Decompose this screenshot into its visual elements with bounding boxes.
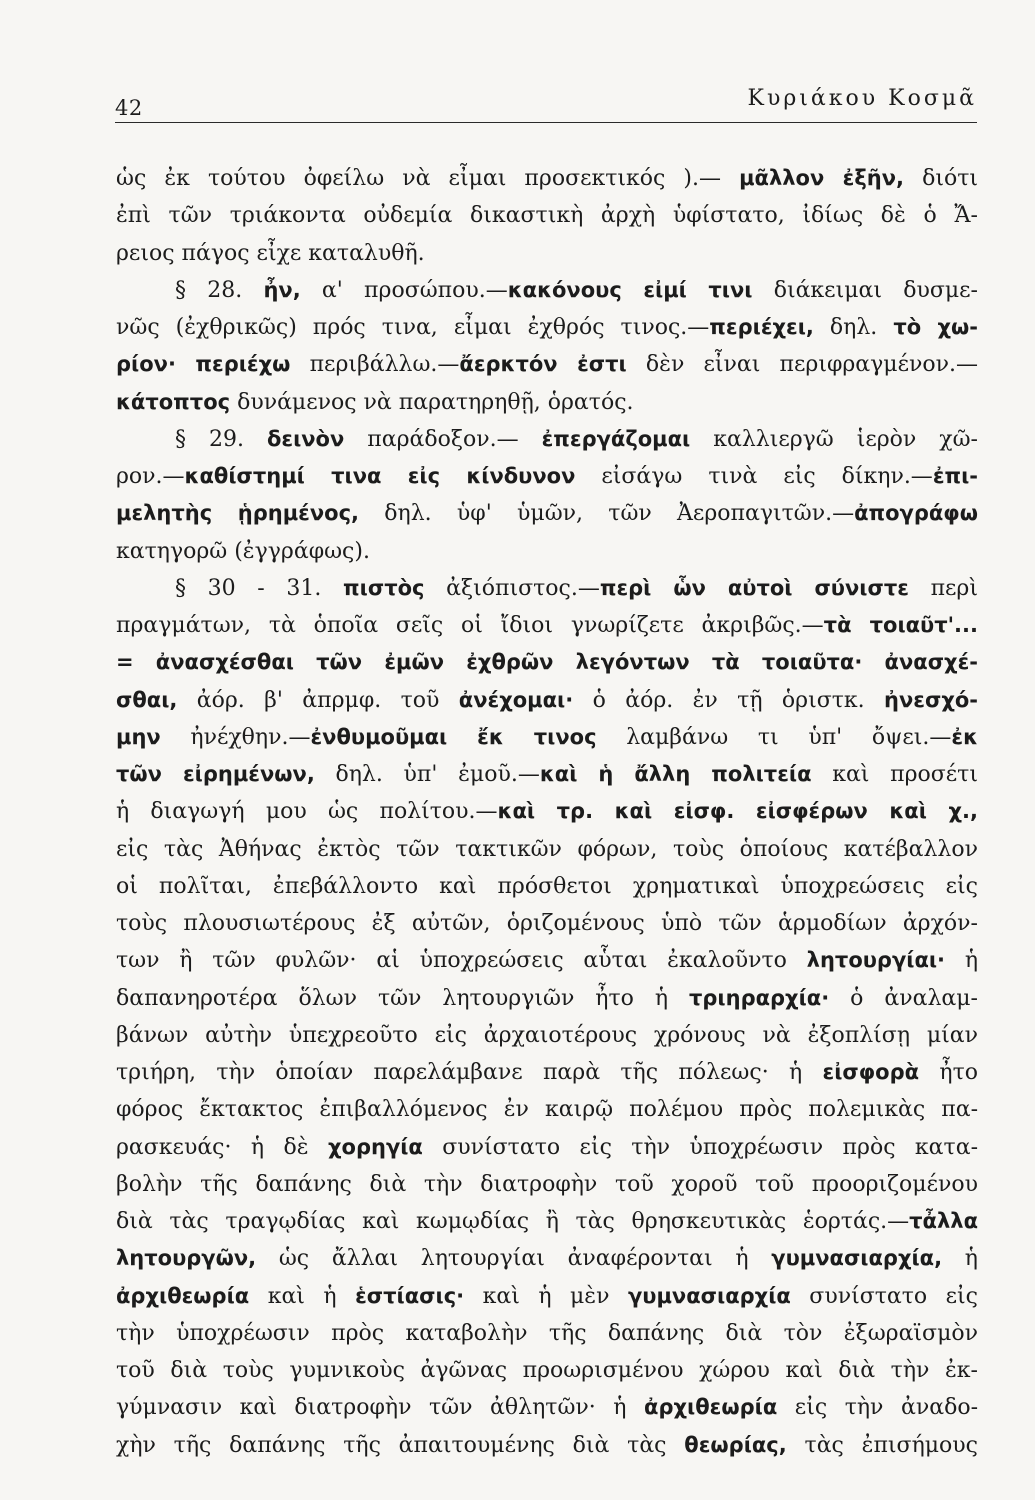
- bold-term: ἠνεσχό-: [884, 687, 978, 712]
- text-line: [116, 905, 978, 942]
- text-run: βολὴν τῆς δαπάνης διὰ τὴν διατροφὴν τοῦ χοροῦ τοῦ προοριζομένου: [116, 1171, 978, 1197]
- text-run: διὰ τὰς τραγῳδίας καὶ κωμῳδίας ἢ τὰς θρησκευτικὰς ἑορτάς.—: [116, 1209, 910, 1234]
- text-run: δυνάμενος νὰ παρατηρηθῇ, ὁρατός.: [230, 389, 634, 415]
- text-line: [116, 1352, 978, 1389]
- text-run: δὲν εἶναι περιφραγμένον.—: [626, 352, 978, 378]
- bold-term: = ἀνασχέσθαι τῶν ἐμῶν ἐχθρῶν λεγόντων τὰ τοιαῦτα· ἀνασχέ-: [116, 650, 978, 675]
- text-run: κατηγορῶ (ἐγγράφως).: [116, 538, 370, 564]
- text-run: ὁ ἀναλαμ-: [829, 985, 978, 1011]
- text-run: διότι: [904, 166, 978, 191]
- text-run: των ἢ τῶν φυλῶν· αἱ ὑποχρεώσεις αὗται ἐκαλοῦντο: [116, 948, 807, 974]
- text-run: δηλ. ὑφ' ὑμῶν, τῶν Ἀεροπαγιτῶν.—: [359, 501, 855, 527]
- bold-term: γυμνασιαρχία,: [771, 1246, 943, 1271]
- bold-term: τὰ τοιαῦτ'...: [823, 613, 978, 637]
- bold-term: χορηγία: [327, 1134, 423, 1159]
- text-run: νῶς (ἐχθρικῶς) πρός τινα, εἶμαι ἐχθρός τινος.—: [116, 315, 710, 340]
- bold-term: δεινὸν: [266, 426, 345, 451]
- text-run: ρασκευάς· ἡ δὲ: [116, 1134, 328, 1160]
- text-line: [116, 1315, 978, 1352]
- bold-term: μᾶλλον ἐξῆν,: [739, 166, 904, 190]
- text-line: [116, 793, 978, 830]
- text-run: τοῦ διὰ τοὺς γυμνικοὺς ἀγῶνας προωρισμένου χώρου καὶ διὰ τὴν ἐκ-: [116, 1358, 978, 1383]
- text-run: βάνων αὐτὴν ὑπεχρεοῦτο εἰς ἀρχαιοτέρους χρόνους νὰ ἐξοπλίσῃ μίαν: [116, 1022, 978, 1048]
- text-line: [116, 1203, 978, 1240]
- bold-term: κακόνους εἰμί τινι: [507, 277, 753, 302]
- text-run: καὶ ἡ μὲν: [464, 1283, 628, 1309]
- bold-term: ἐπι-: [932, 464, 978, 488]
- bold-term: περιέχει,: [709, 315, 814, 339]
- text-run: ἡ διαγωγή μου ὡς πολίτου.—: [116, 799, 498, 825]
- text-run: τριήρη, τὴν ὁποίαν παρελάμβανε παρὰ τῆς πόλεως· ἡ: [116, 1060, 823, 1085]
- text-line: [116, 384, 978, 421]
- text-line: [116, 495, 978, 532]
- text-run: ἡ: [942, 1246, 978, 1272]
- text-run: εἰς τὰς Ἀθήνας ἐκτὸς τῶν τακτικῶν φόρων, τοὺς ὁποίους κατέβαλλον: [116, 836, 978, 862]
- page-number: 42: [115, 96, 143, 120]
- bold-term: εἰσφορὰ: [822, 1060, 920, 1084]
- text-run: λαμβάνω τι ὑπ' ὄψει.—: [596, 724, 952, 750]
- text-run: ἀόρ. β' ἀπρμφ. τοῦ: [177, 687, 459, 713]
- text-run: ρον.—: [116, 464, 185, 489]
- text-run: τὰς ἐπισήμους: [786, 1432, 978, 1458]
- text-line: [116, 1427, 978, 1464]
- bold-term: ἐνθυμοῦμαι ἔκ τινος: [310, 724, 597, 749]
- bold-term: τἆλλα: [909, 1209, 978, 1233]
- text-line: [116, 458, 978, 495]
- text-run: ἠνέχθην.—: [160, 724, 311, 750]
- text-line: [116, 1240, 978, 1277]
- bold-term: γυμνασιαρχία: [627, 1283, 791, 1308]
- text-run: ἦτο: [919, 1060, 978, 1085]
- bold-term: ἐπεργάζομαι: [541, 426, 691, 451]
- bold-term: τὸ χω-: [893, 315, 978, 339]
- text-line: [116, 719, 978, 756]
- text-line: [116, 1054, 978, 1091]
- text-run: καὶ ἡ: [249, 1283, 356, 1309]
- text-line: [116, 1166, 978, 1203]
- bold-term: ρίον· περιέχω: [116, 352, 291, 377]
- text-run: περὶ: [908, 575, 978, 601]
- text-run: ἀξιόπιστος.—: [424, 575, 600, 601]
- text-line: [116, 1278, 978, 1315]
- text-line: [116, 235, 978, 272]
- text-run: ρειος πάγος εἶχε καταλυθῆ.: [116, 240, 425, 266]
- text-run: καὶ προσέτι: [811, 762, 978, 787]
- text-line: [116, 309, 978, 346]
- bold-term: μελητὴς ᾑρημένος,: [116, 501, 360, 526]
- bold-term: ἀρχιθεωρία: [116, 1283, 250, 1308]
- text-run: α' προσώπου.—: [300, 277, 508, 303]
- text-run: περιβάλλω.—: [290, 352, 460, 378]
- text-run: οἱ πολῖται, ἐπεβάλλοντο καὶ πρόσθετοι χρηματικαὶ ὑποχρεώσεις εἰς: [116, 873, 978, 899]
- text-run: § 30 - 31.: [175, 575, 344, 601]
- text-line: [116, 1389, 978, 1426]
- text-line: [116, 570, 978, 607]
- bold-term: πιστὸς: [343, 575, 425, 600]
- bold-term: ἀνέχομαι·: [458, 687, 574, 712]
- text-run: πραγμάτων, τὰ ὁποῖα σεῖς οἱ ἴδιοι γνωρίζετε ἀκριβῶς.—: [116, 613, 824, 638]
- running-head: Κυριάκου Κοσμᾶ: [747, 86, 977, 111]
- text-line: [116, 942, 978, 979]
- text-line: [116, 868, 978, 905]
- text-run: εἰσάγω τινὰ εἰς δίκην.—: [575, 464, 933, 489]
- bold-term: θεωρίας,: [684, 1432, 787, 1457]
- text-run: τοὺς πλουσιωτέρους ἐξ αὐτῶν, ὁριζομένους ὑπὸ τῶν ἁρμοδίων ἀρχόν-: [116, 911, 978, 936]
- text-line: [116, 421, 978, 458]
- bold-term: καὶ ἡ ἄλλη πολιτεία: [539, 762, 812, 786]
- bold-term: ἑστίασις·: [355, 1283, 465, 1308]
- text-run: ἐπὶ τῶν τριάκοντα οὐδεμία δικαστικὴ ἀρχὴ ὑφίστατο, ἰδίως δὲ ὁ Ἄ-: [116, 203, 978, 229]
- text-run: παράδοξον.—: [344, 426, 542, 452]
- bold-term: ἦν,: [263, 277, 301, 302]
- text-run: φόρος ἔκτακτος ἐπιβαλλόμενος ἐν καιρῷ πολέμου πρὸς πολεμικὰς πα-: [116, 1097, 978, 1123]
- bold-term: τριηραρχία·: [689, 985, 830, 1010]
- bold-term: ἄερκτόν ἐστι: [459, 352, 627, 377]
- text-line: [116, 682, 978, 719]
- text-run: ὁ ἀόρ. ἐν τῇ ὁριστκ.: [573, 687, 885, 713]
- text-line: [116, 1091, 978, 1128]
- text-run: γύμνασιν καὶ διατροφὴν τῶν ἀθλητῶν· ἡ: [116, 1395, 645, 1421]
- bold-term: σθαι,: [116, 687, 178, 712]
- bold-term: περὶ ὧν αὐτοὶ σύνιστε: [599, 575, 909, 600]
- text-run: χὴν τῆς δαπάνης τῆς ἀπαιτουμένης διὰ τὰς: [116, 1432, 685, 1458]
- text-run: τὴν ὑποχρέωσιν πρὸς καταβολὴν τῆς δαπάνης διὰ τὸν ἐξωραϊσμὸν: [116, 1320, 978, 1346]
- text-line: [116, 272, 978, 309]
- text-line: [116, 533, 978, 570]
- bold-term: λητουργίαι·: [806, 948, 946, 973]
- bold-term: καθίστημί τινα εἰς κίνδυνον: [184, 464, 576, 488]
- bold-term: τῶν εἰρημένων,: [116, 762, 315, 786]
- text-run: § 28.: [175, 277, 264, 303]
- text-run: καλλιεργῶ ἱερὸν χῶ-: [690, 426, 978, 452]
- bold-term: ἀρχιθεωρία: [644, 1395, 778, 1420]
- text-run: § 29.: [175, 426, 267, 452]
- bold-term: ἀπογράφω: [854, 501, 978, 526]
- text-line: [116, 197, 978, 234]
- body-text: [116, 160, 978, 1464]
- text-run: δηλ.: [813, 315, 894, 340]
- text-line: [116, 980, 978, 1017]
- text-line: [116, 1129, 978, 1166]
- bold-term: ἐκ: [951, 724, 978, 749]
- text-line: [116, 756, 978, 793]
- bold-term: μην: [116, 724, 161, 749]
- text-line: [116, 160, 978, 197]
- text-run: ὡς ἐκ τούτου ὀφείλω νὰ εἶμαι προσεκτικός ).—: [116, 166, 740, 191]
- text-run: συνίστατο εἰς: [790, 1283, 978, 1309]
- text-line: [116, 644, 978, 681]
- text-run: εἰς τὴν ἀναδο-: [777, 1395, 978, 1421]
- text-run: δαπανηροτέρα ὅλων τῶν λητουργιῶν ἦτο ἡ: [116, 985, 689, 1011]
- text-run: ὡς ἄλλαι λητουργίαι ἀναφέρονται ἡ: [256, 1246, 772, 1272]
- page-header: [115, 86, 977, 123]
- text-run: δηλ. ὑπ' ἐμοῦ.—: [314, 762, 540, 787]
- text-run: συνίστατο εἰς τὴν ὑποχρέωσιν πρὸς κατα-: [422, 1134, 978, 1160]
- text-line: [116, 346, 978, 383]
- text-line: [116, 607, 978, 644]
- text-run: διάκειμαι δυσμε-: [752, 277, 978, 303]
- bold-term: λητουργῶν,: [116, 1246, 257, 1271]
- bold-term: κάτοπτος: [116, 389, 231, 414]
- text-run: ἡ: [945, 948, 978, 974]
- text-line: [116, 831, 978, 868]
- bold-term: καὶ τρ. καὶ εἰσφ. εἰσφέρων καὶ χ.,: [497, 799, 978, 824]
- text-line: [116, 1017, 978, 1054]
